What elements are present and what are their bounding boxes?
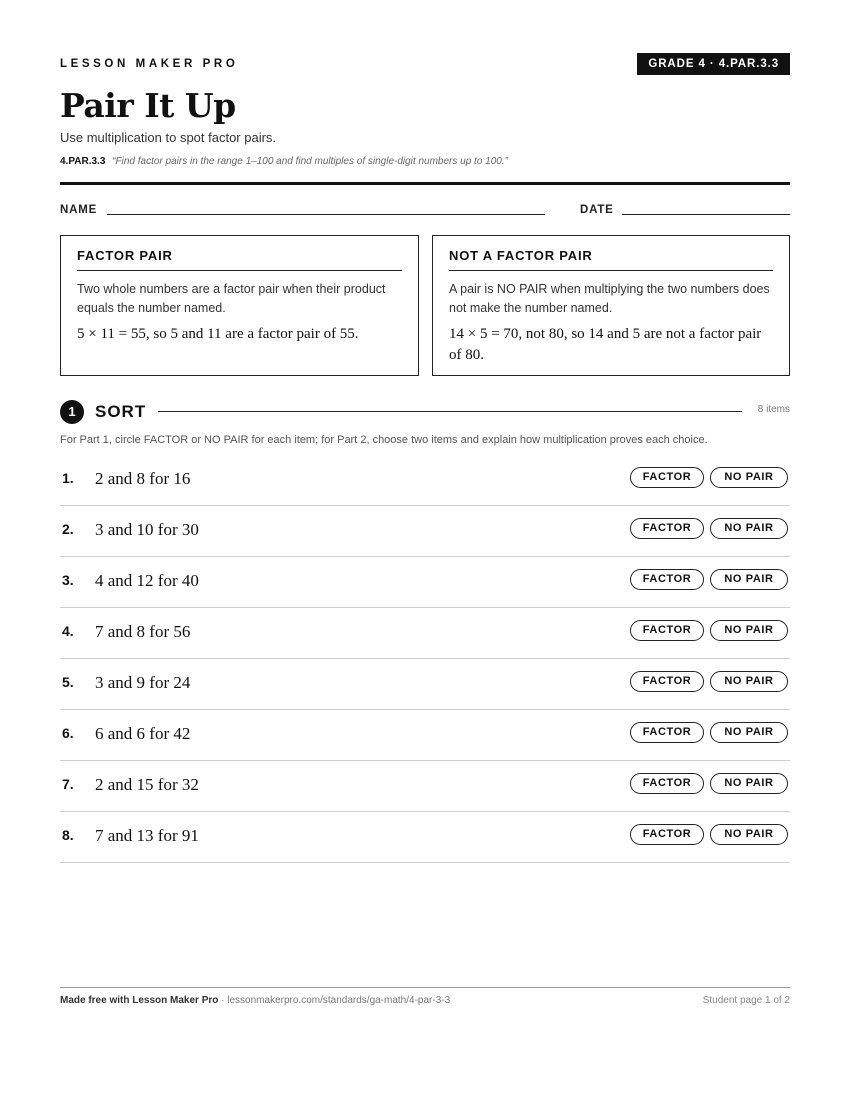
- header-divider: [60, 182, 790, 185]
- no-pair-choice-button[interactable]: NO PAIR: [710, 773, 788, 794]
- factor-choice-button[interactable]: FACTOR: [630, 671, 704, 692]
- item-text: 4 and 12 for 40: [95, 571, 199, 590]
- list-item: [60, 659, 790, 710]
- section-number-badge: 1: [60, 400, 84, 424]
- name-field[interactable]: [107, 214, 545, 215]
- worksheet-page: [60, 0, 790, 1100]
- item-text: 3 and 10 for 30: [95, 520, 199, 539]
- card-example: 5 × 11 = 55, so 5 and 11 are a factor pair of 55.: [77, 326, 359, 342]
- card-title: FACTOR PAIR: [77, 248, 402, 271]
- section-title: SORT: [95, 402, 147, 421]
- card-title: NOT A FACTOR PAIR: [449, 248, 773, 271]
- standard-reference: [60, 156, 508, 167]
- no-pair-choice-button[interactable]: NO PAIR: [710, 824, 788, 845]
- item-number: 1.: [62, 470, 74, 486]
- no-pair-choice-button[interactable]: NO PAIR: [710, 671, 788, 692]
- no-pair-choice-button[interactable]: NO PAIR: [710, 569, 788, 590]
- card-description: A pair is NO PAIR when multiplying the two numbers does not make the number named.: [449, 282, 770, 315]
- factor-choice-button[interactable]: FACTOR: [630, 569, 704, 590]
- date-label: DATE: [580, 204, 614, 216]
- list-item: [60, 608, 790, 659]
- not-factor-pair-card: [432, 235, 790, 376]
- footer-made-with: Made free with Lesson Maker Pro: [60, 995, 219, 1006]
- no-pair-choice-button[interactable]: NO PAIR: [710, 467, 788, 488]
- section-header: [60, 398, 790, 424]
- grade-badge: GRADE 4 · 4.PAR.3.3: [637, 53, 790, 75]
- item-number: 8.: [62, 827, 74, 843]
- standard-code: 4.PAR.3.3: [60, 156, 106, 167]
- footer-page-number: Student page 1 of 2: [702, 995, 790, 1006]
- section-instructions: For Part 1, circle FACTOR or NO PAIR for each item; for Part 2, choose two items and explain how multiplication proves each choice.: [60, 434, 708, 446]
- brand-name: LESSON MAKER PRO: [60, 58, 239, 70]
- footer-credit: [60, 995, 450, 1006]
- no-pair-choice-button[interactable]: NO PAIR: [710, 518, 788, 539]
- factor-choice-button[interactable]: FACTOR: [630, 518, 704, 539]
- item-number: 7.: [62, 776, 74, 792]
- card-example: 14 × 5 = 70, not 80, so 14 and 5 are not a factor pair of 80.: [449, 326, 762, 363]
- card-description: Two whole numbers are a factor pair when their product equals the number named.: [77, 282, 386, 315]
- item-text: 2 and 15 for 32: [95, 775, 199, 794]
- footer-divider: [60, 987, 790, 988]
- no-pair-choice-button[interactable]: NO PAIR: [710, 620, 788, 641]
- list-item: [60, 506, 790, 557]
- factor-choice-button[interactable]: FACTOR: [630, 773, 704, 794]
- factor-choice-button[interactable]: FACTOR: [630, 467, 704, 488]
- footer-url[interactable]: · lessonmakerpro.com/standards/ga-math/4-par-3-3: [218, 995, 451, 1006]
- list-item: [60, 455, 790, 506]
- item-number: 3.: [62, 572, 74, 588]
- item-number: 4.: [62, 623, 74, 639]
- item-text: 7 and 8 for 56: [95, 622, 191, 641]
- factor-choice-button[interactable]: FACTOR: [630, 824, 704, 845]
- factor-pair-card: [60, 235, 419, 376]
- item-number: 5.: [62, 674, 74, 690]
- list-item: [60, 557, 790, 608]
- item-number: 2.: [62, 521, 74, 537]
- item-list: [60, 455, 790, 863]
- no-pair-choice-button[interactable]: NO PAIR: [710, 722, 788, 743]
- item-number: 6.: [62, 725, 74, 741]
- page-subtitle: Use multiplication to spot factor pairs.: [60, 130, 277, 145]
- list-item: [60, 710, 790, 761]
- name-label: NAME: [60, 204, 98, 216]
- item-text: 3 and 9 for 24: [95, 673, 191, 692]
- section-item-count: 8 items: [757, 404, 790, 415]
- section-divider: [158, 411, 742, 412]
- factor-choice-button[interactable]: FACTOR: [630, 722, 704, 743]
- factor-choice-button[interactable]: FACTOR: [630, 620, 704, 641]
- list-item: [60, 812, 790, 863]
- standard-text: “Find factor pairs in the range 1–100 and find multiples of single-digit numbers up to 100.”: [112, 156, 508, 167]
- date-field[interactable]: [622, 214, 790, 215]
- page-title: Pair It Up: [60, 86, 236, 125]
- item-text: 7 and 13 for 91: [95, 826, 199, 845]
- item-text: 2 and 8 for 16: [95, 469, 191, 488]
- list-item: [60, 761, 790, 812]
- item-text: 6 and 6 for 42: [95, 724, 191, 743]
